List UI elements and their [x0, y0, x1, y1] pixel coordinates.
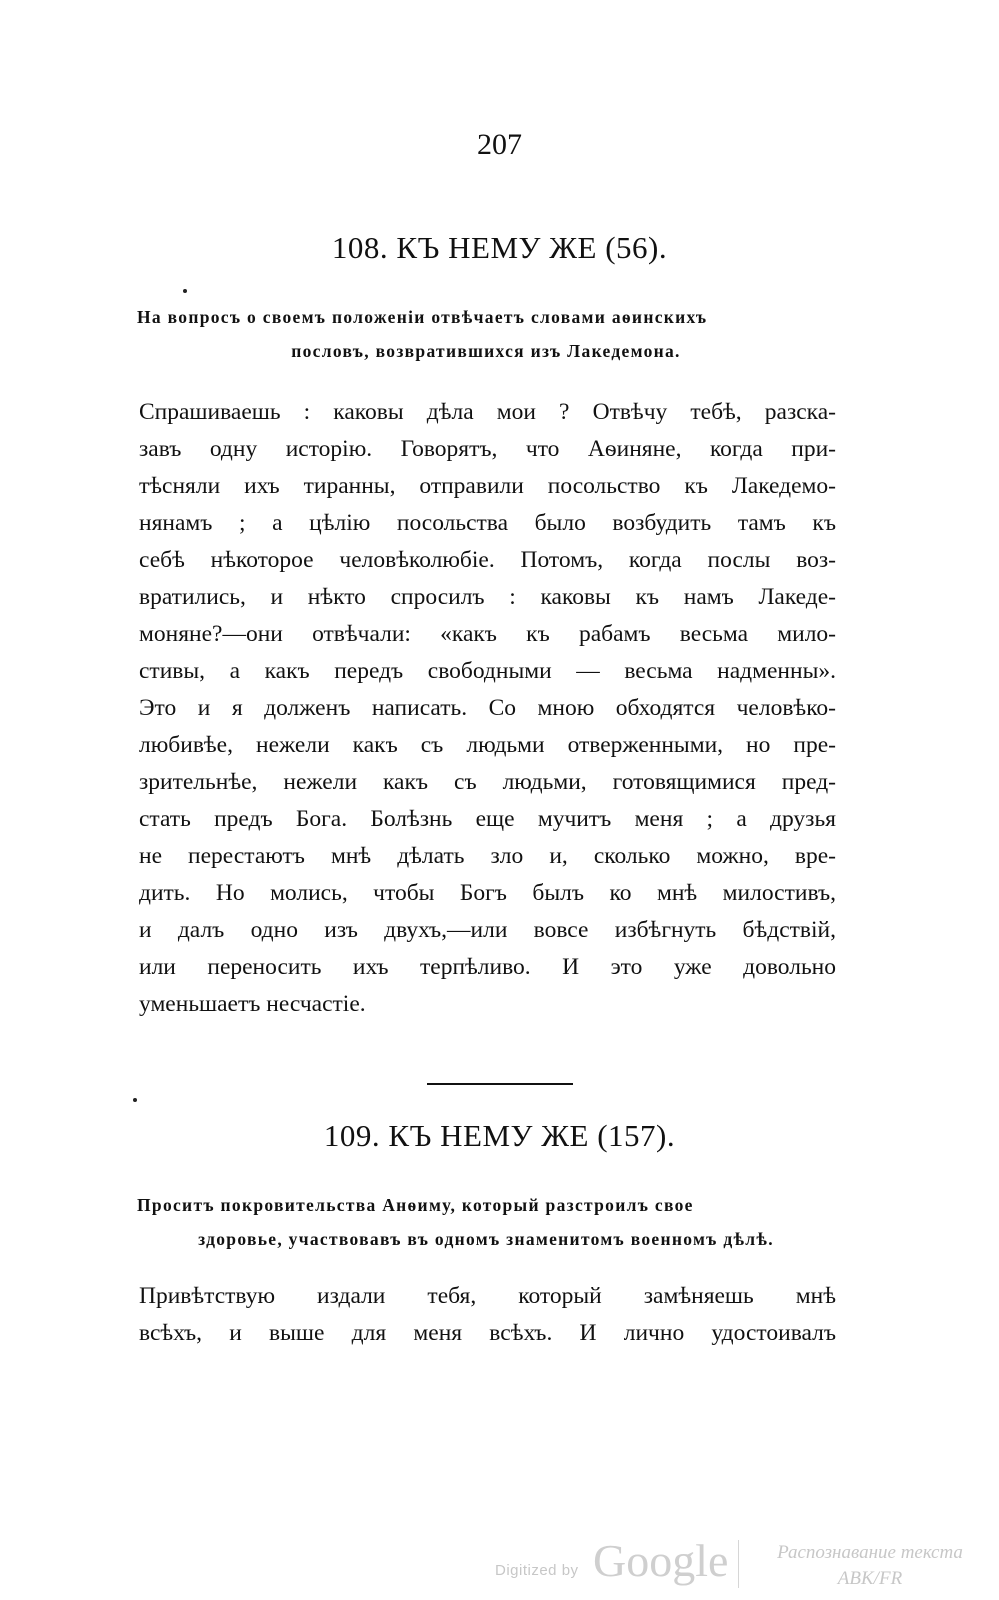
summary-line: пословъ, возвратившихся изъ Лакедемона.: [291, 341, 681, 361]
body-line: стивы, а какъ передъ свободными — весьма надменны».: [139, 658, 836, 684]
body-line: всѣхъ, и выше для меня всѣхъ. И лично удостоивалъ: [139, 1320, 836, 1346]
letter-108-summary: [137, 300, 835, 368]
summary-line: здоровье, участвовавъ въ одномъ знаменитомъ военномъ дѣлѣ.: [198, 1229, 774, 1249]
body-line: уменьшаетъ несчастіе.: [139, 991, 366, 1017]
page-number: 207: [477, 128, 522, 161]
body-line: Это и я долженъ написать. Со мною обходятся человѣко-: [139, 695, 836, 721]
body-line: моняне?—они отвѣчали: «какъ къ рабамъ весьма мило-: [139, 621, 836, 647]
body-line: и далъ одно изъ двухъ,—или вовсе избѣгнуть бѣдствій,: [139, 917, 836, 943]
body-line: тѣсняли ихъ тиранны, отправили посольство къ Лакедемо-: [139, 473, 836, 499]
body-line: зрительнѣе, нежели какъ съ людьми, готовящимися пред-: [139, 769, 836, 795]
watermark-divider: [738, 1540, 739, 1588]
body-line: не перестаютъ мнѣ дѣлать зло и, сколько можно, вре-: [139, 843, 836, 869]
letter-109-heading: 109. КЪ НЕМУ ЖЕ (157).: [323, 1118, 676, 1153]
body-line: дить. Но молись, чтобы Богъ былъ ко мнѣ милостивъ,: [139, 880, 836, 906]
section-divider: [427, 1083, 573, 1085]
body-line: завъ одну исторію. Говорятъ, что Аѳиняне, когда при-: [139, 436, 836, 462]
google-logo: Google: [593, 1535, 729, 1586]
summary-line: На вопросъ о своемъ положеніи отвѣчаетъ словами аѳинскихъ: [137, 307, 708, 327]
body-line: себѣ нѣкоторое человѣколюбіе. Потомъ, когда послы воз-: [139, 547, 836, 573]
body-line: нянамъ ; а цѣлію посольства было возбудить тамъ къ: [139, 510, 836, 536]
body-line: или переносить ихъ терпѣливо. И это уже довольно: [139, 954, 836, 980]
ocr-credit-line: Распознавание текста: [777, 1542, 963, 1563]
print-speck: [133, 1098, 137, 1102]
digitization-watermark: [495, 1535, 995, 1590]
letter-109-body: [139, 1278, 836, 1352]
digitized-by-label: Digitized by: [495, 1562, 579, 1579]
letter-109-summary: [137, 1188, 835, 1256]
ocr-credit-line: ABK/FR: [837, 1568, 903, 1589]
letter-108-heading: 108. КЪ НЕМУ ЖЕ (56).: [331, 230, 668, 265]
body-line: любивѣе, нежели какъ съ людьми отверженными, но пре-: [139, 732, 836, 758]
body-line: вратились, и нѣкто спросилъ : каковы къ намъ Лакеде-: [139, 584, 836, 610]
letter-108-body: [139, 394, 836, 1023]
body-line: стать предъ Бога. Болѣзнь еще мучитъ меня ; а друзья: [139, 806, 836, 832]
print-speck: [183, 289, 187, 293]
ocr-credit: [745, 1540, 995, 1592]
body-line: Привѣтствую издали тебя, который замѣняешь мнѣ: [139, 1283, 836, 1309]
body-line: Спрашиваешь : каковы дѣла мои ? Отвѣчу тебѣ, разска-: [139, 399, 836, 425]
summary-line: Проситъ покровительства Анѳиму, который разстроилъ свое: [137, 1195, 694, 1215]
